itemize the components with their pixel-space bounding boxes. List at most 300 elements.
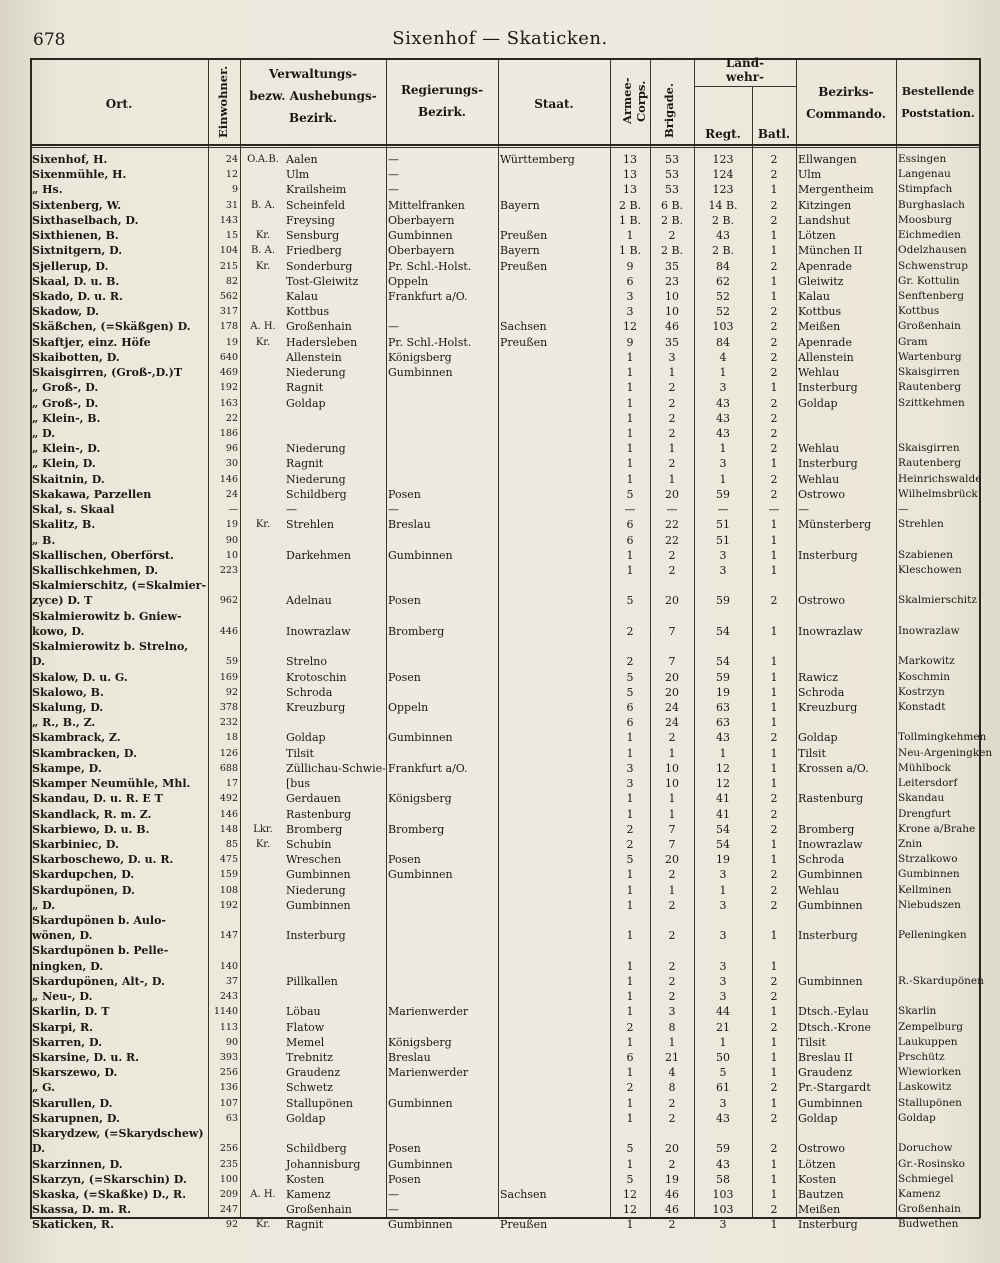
cell-post: Markowitz (898, 655, 955, 668)
cell-bez2: Kalau (286, 290, 318, 303)
cell-bez2: Niederung (286, 366, 346, 380)
cell-regt: 59 (716, 670, 730, 684)
cell-ort: Skarszewo, D. (32, 1066, 118, 1080)
cell-armee: 1 (626, 731, 634, 745)
cell-batl: 1 (770, 624, 778, 638)
table-row (30, 243, 980, 258)
cell-kdo: Wehlau (798, 366, 840, 380)
cell-kdo: Lötzen (798, 1157, 836, 1171)
cell-einw: 15 (225, 230, 238, 242)
cell-brig: 24 (665, 716, 679, 730)
cell-brig: 7 (668, 837, 676, 851)
cell-batl: 2 (770, 487, 778, 501)
cell-einw: 19 (225, 519, 238, 531)
cell-regt: 54 (716, 822, 730, 836)
cell-ort: Skampe, D. (32, 761, 102, 775)
cell-brig: 20 (665, 670, 679, 684)
cell-armee: 12 (623, 320, 637, 334)
cell-regt: 51 (716, 518, 730, 532)
cell-bez2: Darkehmen (286, 548, 351, 562)
cell-armee: 12 (623, 1188, 637, 1201)
table-row (30, 1080, 980, 1095)
cell-bez: Kr. (255, 336, 271, 348)
cell-bez2: Stallupönen (286, 1096, 353, 1110)
cell-bez: Lkr. (253, 823, 273, 835)
cell-armee: 6 (626, 274, 634, 288)
cell-ort: Skarpi, R. (32, 1020, 93, 1034)
cell-bez2: Kamenz (286, 1188, 331, 1201)
cell-armee: 2 (626, 655, 634, 669)
cell-reg: Breslau (388, 1051, 431, 1064)
cell-brig: 10 (665, 290, 679, 303)
cell-batl: 2 (770, 472, 778, 486)
cell-brig: 1 (668, 442, 676, 456)
cell-regt: 43 (716, 427, 730, 440)
cell-brig: 8 (668, 1081, 676, 1095)
cell-reg: Mittelfranken (388, 198, 465, 212)
cell-regt: 3 (719, 929, 727, 943)
cell-ort: Skarren, D. (32, 1035, 102, 1049)
table-row (30, 533, 980, 548)
cell-einw: 17 (225, 778, 238, 789)
cell-armee: 3 (626, 761, 634, 775)
cell-brig: 53 (665, 183, 679, 197)
cell-regt: 59 (716, 594, 730, 608)
cell-einw: 37 (225, 975, 238, 987)
cell-kdo: Goldap (798, 1111, 838, 1125)
cell-brig: 10 (665, 305, 679, 319)
cell-regt: 54 (716, 655, 730, 669)
cell-ort: D. (32, 655, 45, 669)
cell-post: Burghaslach (898, 198, 965, 211)
cell-einw: 163 (219, 397, 238, 409)
cell-staat: Sachsen (500, 1188, 547, 1201)
cell-reg: Gumbinnen (388, 731, 453, 745)
cell-kdo: Apenrade (798, 335, 852, 349)
cell-armee: 5 (626, 594, 634, 608)
cell-armee: 2 B. (618, 198, 642, 212)
cell-reg: Bromberg (388, 822, 445, 836)
cell-batl: 1 (770, 1188, 778, 1201)
cell-einw: 393 (219, 1052, 238, 1063)
cell-armee: 6 (626, 533, 634, 547)
table-row (30, 943, 980, 958)
table-row (30, 548, 980, 563)
cell-armee: 1 (626, 427, 634, 440)
cell-bez2: Wreschen (286, 853, 342, 867)
cell-einw: 159 (219, 869, 238, 881)
table-row (30, 1157, 980, 1172)
cell-brig: 21 (665, 1051, 679, 1064)
table-row (30, 730, 987, 745)
cell-kdo: Wehlau (798, 442, 840, 456)
cell-armee: 1 (626, 229, 634, 243)
cell-kdo: Inowrazlaw (798, 837, 863, 851)
cell-regt: 12 (716, 761, 730, 775)
cell-regt: 43 (716, 1111, 730, 1125)
cell-brig: 1 (668, 366, 676, 380)
cell-armee: 3 (626, 290, 634, 303)
table-row (30, 609, 980, 624)
cell-regt: 1 (719, 883, 727, 897)
cell-ort: wönen, D. (32, 929, 93, 943)
cell-ort: Skaitnin, D. (32, 472, 105, 486)
cell-einw: 92 (225, 1219, 238, 1231)
cell-einw: 469 (219, 367, 238, 379)
cell-batl: 1 (770, 548, 778, 562)
cell-kdo: Wehlau (798, 472, 840, 486)
cell-brig: 19 (665, 1172, 679, 1186)
cell-bez2: Kottbus (286, 305, 330, 319)
cell-batl: 1 (770, 1172, 778, 1186)
cell-post: Laskowitz (898, 1081, 952, 1094)
cell-ort: Skalmierowitz b. Strelno, (32, 640, 189, 653)
cell-armee: 1 (626, 1111, 634, 1125)
table-row (30, 198, 980, 213)
cell-kdo: Insterburg (798, 929, 858, 943)
cell-staat: Preußen (500, 229, 548, 243)
cell-post: Kleschowen (898, 563, 962, 576)
cell-regt: 52 (716, 305, 730, 319)
cell-armee: 1 (626, 1096, 634, 1110)
cell-regt: 3 (719, 1096, 727, 1110)
cell-kdo: Gleiwitz (798, 274, 844, 288)
cell-einw: 640 (219, 351, 238, 363)
cell-bez2: Niederung (286, 442, 346, 456)
cell-bez2: Ulm (286, 168, 310, 182)
cell-ort: zyce) D. T (32, 594, 93, 608)
table-row (30, 670, 980, 685)
header-landwehr: Land- wehr- (725, 56, 765, 84)
table-row (30, 274, 980, 289)
cell-post: Leitersdorf (898, 777, 958, 789)
cell-post: Szittkehmen (898, 396, 965, 409)
cell-armee: 6 (626, 700, 634, 714)
header-kommando: Bezirks- Commando. (806, 85, 886, 121)
cell-einw: 10 (225, 549, 238, 561)
cell-regt: 41 (716, 792, 730, 806)
table-row (30, 167, 980, 182)
cell-reg: — (388, 183, 399, 197)
cell-brig: 6 B. (660, 198, 684, 212)
cell-einw: 12 (225, 169, 238, 181)
cell-kdo: Bromberg (798, 822, 855, 836)
table-row (30, 1035, 980, 1050)
cell-armee: 1 (626, 1218, 634, 1232)
cell-regt: 19 (716, 853, 730, 867)
cell-brig: 2 (668, 427, 676, 440)
cell-regt: 84 (716, 335, 730, 349)
cell-batl: 1 (770, 244, 778, 258)
cell-reg: Posen (388, 1172, 421, 1186)
cell-armee: 1 (626, 366, 634, 380)
cell-bez2: Ragnit (286, 457, 324, 471)
cell-bez2: Löbau (286, 1005, 321, 1019)
cell-bez2: Schroda (286, 685, 333, 699)
header-regt: Regt. (705, 127, 741, 141)
cell-einw: 22 (225, 412, 238, 424)
cell-brig: 53 (665, 153, 679, 166)
cell-post: Goldap (898, 1111, 936, 1124)
cell-armee: 5 (626, 670, 634, 684)
table-row (30, 1202, 980, 1217)
cell-einw: 192 (219, 899, 238, 911)
cell-post: Wiewiorken (898, 1066, 962, 1079)
cell-batl: 1 (770, 777, 778, 790)
table-row (30, 807, 980, 822)
cell-batl: 1 (770, 700, 778, 714)
cell-ort: Sixtenberg, W. (32, 198, 122, 212)
cell-einw: 90 (225, 534, 238, 546)
cell-brig: 8 (668, 1020, 676, 1034)
cell-armee: — (624, 503, 636, 517)
cell-post: Skaisgirren (898, 366, 960, 379)
cell-regt: 43 (716, 229, 730, 243)
cell-regt: 43 (716, 1157, 730, 1171)
table-row (30, 472, 980, 487)
cell-einw: 147 (219, 930, 238, 942)
cell-kdo: Lötzen (798, 229, 836, 243)
cell-armee: 1 (626, 442, 634, 456)
cell-einw: 192 (219, 382, 238, 394)
cell-regt: 44 (716, 1005, 730, 1019)
cell-ort: Skallischen, Oberförst. (32, 548, 174, 562)
header-regierung: Regierungs- Bezirk. (400, 83, 484, 119)
cell-bez: B. A. (250, 245, 276, 257)
cell-armee: 5 (626, 1142, 634, 1156)
cell-brig: 1 (668, 472, 676, 486)
cell-bez: A. H. (250, 1189, 276, 1200)
cell-regt: 1 (719, 746, 727, 760)
cell-brig: 1 (668, 807, 676, 821)
cell-ort: „ Klein, D. (32, 457, 96, 471)
cell-batl: 2 (770, 366, 778, 380)
cell-einw: 31 (225, 199, 238, 211)
cell-bez2: Großenhain (286, 320, 352, 334)
table-row (30, 1020, 980, 1035)
table-row (30, 913, 980, 928)
table-row (30, 228, 980, 243)
cell-reg: Breslau (388, 518, 431, 532)
cell-batl: 2 (770, 792, 778, 806)
cell-armee: 5 (626, 487, 634, 501)
cell-bez: Kr. (255, 519, 271, 531)
cell-bez2: Aalen (286, 153, 318, 166)
cell-einw: 688 (219, 762, 238, 774)
cell-post: Wilhelmsbrück (898, 487, 978, 500)
table-row (30, 989, 980, 1004)
cell-ort: kowo, D. (32, 624, 85, 638)
cell-kdo: Insterburg (798, 381, 858, 395)
cell-batl: 1 (770, 229, 778, 243)
cell-kdo: Insterburg (798, 457, 858, 471)
cell-kdo: Goldap (798, 396, 838, 410)
cell-reg: Posen (388, 487, 421, 501)
table-row (30, 624, 980, 639)
cell-reg: Oberbayern (388, 244, 455, 258)
cell-post: Schwenstrup (898, 259, 968, 272)
cell-batl: 1 (770, 929, 778, 943)
cell-brig: 1 (668, 1035, 676, 1049)
cell-post: Doruchow (898, 1142, 953, 1155)
cell-ort: Skarullen, D. (32, 1096, 113, 1110)
cell-kdo: Kottbus (798, 305, 842, 319)
cell-regt: 3 (719, 990, 727, 1004)
cell-bez2: Niederung (286, 472, 346, 486)
cell-einw: 209 (219, 1189, 238, 1200)
table-row (30, 883, 980, 898)
cell-ort: Skado, D. u. R. (32, 290, 123, 303)
cell-ort: Sixenmühle, H. (32, 168, 127, 182)
cell-batl: 1 (770, 290, 778, 303)
cell-bez2: Goldap (286, 731, 326, 745)
table-row (30, 1111, 980, 1126)
cell-batl: 1 (770, 670, 778, 684)
cell-ort: ningken, D. (32, 959, 104, 973)
cell-brig: 10 (665, 777, 679, 790)
cell-post: Skarlin (898, 1005, 937, 1018)
cell-ort: Skaska, (=Skaßke) D., R. (32, 1188, 187, 1201)
cell-ort: Skakawa, Parzellen (32, 487, 152, 501)
cell-armee: 1 (626, 457, 634, 471)
cell-kdo: Breslau II (798, 1051, 853, 1064)
cell-einw: 243 (219, 991, 238, 1003)
cell-armee: 1 B. (618, 213, 642, 227)
cell-kdo: München II (798, 244, 863, 258)
cell-bez: Kr. (255, 230, 271, 242)
cell-post: Essingen (898, 153, 947, 165)
cell-regt: 63 (716, 716, 730, 730)
cell-batl: 1 (770, 533, 778, 547)
cell-regt: 3 (719, 457, 727, 471)
cell-ort: Skalmierowitz b. Gniew- (32, 609, 182, 623)
cell-brig: 2 (668, 868, 676, 882)
cell-armee: 3 (626, 777, 634, 790)
cell-kdo: Dtsch.-Krone (798, 1020, 872, 1034)
cell-bez2: Schwetz (286, 1081, 333, 1095)
cell-ort: Skarsine, D. u. R. (32, 1051, 139, 1064)
cell-armee: 1 (626, 472, 634, 486)
cell-einw: 492 (219, 793, 238, 805)
cell-brig: 2 (668, 563, 676, 577)
cell-ort: „ G. (32, 1081, 55, 1095)
cell-post: R.-Skardupönen (898, 974, 984, 987)
cell-einw: 962 (219, 595, 238, 607)
cell-armee: 6 (626, 518, 634, 532)
cell-post: Odelzhausen (898, 244, 967, 257)
cell-kdo: Gumbinnen (798, 868, 863, 882)
table-row (30, 822, 980, 837)
cell-bez2: Insterburg (286, 929, 346, 943)
header-staat: Staat. (534, 97, 574, 111)
cell-brig: 2 (668, 548, 676, 562)
header-ort: Ort. (105, 97, 133, 111)
cell-batl: 1 (770, 1035, 778, 1049)
cell-ort: Skardupönen, D. (32, 883, 135, 897)
cell-bez2: Tilsit (286, 746, 314, 760)
cell-batl: — (768, 503, 780, 517)
cell-armee: 1 (626, 411, 634, 425)
cell-kdo: Rawicz (798, 670, 838, 684)
cell-reg: Königsberg (388, 1035, 452, 1049)
cell-batl: 2 (770, 396, 778, 410)
cell-bez2: Schildberg (286, 1142, 347, 1156)
cell-batl: 1 (770, 1066, 778, 1080)
cell-brig: 53 (665, 168, 679, 182)
cell-bez2: Memel (286, 1035, 325, 1049)
cell-armee: 5 (626, 685, 634, 699)
cell-kdo: Wehlau (798, 883, 840, 897)
cell-kdo: Allenstein (798, 350, 854, 364)
cell-regt: 51 (716, 533, 730, 547)
cell-bez2: Kosten (286, 1172, 325, 1186)
cell-einw: 136 (219, 1082, 238, 1094)
cell-reg: — (388, 153, 399, 166)
cell-bez: B. A. (250, 199, 276, 211)
cell-einw: 178 (219, 321, 238, 333)
cell-ort: Skandlack, R. m. Z. (32, 807, 152, 821)
cell-brig: 2 (668, 396, 676, 410)
cell-batl: 2 (770, 898, 778, 912)
cell-ort: Skalmierschitz, (=Skalmier- (32, 579, 207, 593)
cell-einw: 317 (219, 306, 238, 318)
cell-staat: Preußen (500, 335, 548, 349)
header-armee-corps: Armee-Corps. (620, 77, 648, 125)
cell-regt: 1 (719, 366, 727, 380)
header-brigade: Brigade. (662, 82, 676, 138)
cell-brig: 7 (668, 822, 676, 836)
cell-bez2: [bus (286, 777, 311, 790)
cell-brig: 20 (665, 487, 679, 501)
cell-armee: 1 (626, 974, 634, 988)
cell-brig: 24 (665, 700, 679, 714)
cell-ort: Sjellerup, D. (32, 259, 109, 273)
cell-einw: 256 (219, 1067, 238, 1079)
table-row (30, 1141, 980, 1156)
cell-brig: 2 (668, 1218, 676, 1232)
cell-kdo: Ostrowo (798, 594, 846, 608)
cell-kdo: Insterburg (798, 1218, 858, 1232)
cell-batl: 2 (770, 153, 778, 166)
cell-ort: „ R., B., Z. (32, 716, 96, 730)
cell-regt: 3 (719, 898, 727, 912)
cell-kdo: Gumbinnen (798, 974, 863, 988)
table-row (30, 441, 980, 456)
cell-post: Szabienen (898, 548, 954, 561)
gazetteer-table (30, 56, 993, 1232)
cell-ort: Sixenhof, H. (32, 153, 108, 166)
cell-armee: 9 (626, 335, 634, 349)
cell-post: Tollmingkehmen (898, 731, 987, 744)
cell-armee: 1 (626, 350, 634, 364)
cell-armee: 1 (626, 792, 634, 806)
cell-armee: 13 (623, 153, 637, 166)
cell-regt: 3 (719, 1218, 727, 1232)
cell-einw: 92 (225, 686, 238, 698)
cell-armee: 1 (626, 563, 634, 577)
table-row (30, 1004, 980, 1019)
cell-ort: Sixthienen, B. (32, 229, 119, 243)
cell-brig: 2 (668, 381, 676, 395)
cell-post: Kottbus (898, 305, 940, 318)
cell-bez2: Adelnau (286, 594, 332, 608)
cell-post: — (898, 503, 909, 516)
cell-batl: 2 (770, 1111, 778, 1125)
cell-post: Senftenberg (898, 290, 964, 302)
cell-regt: 103 (712, 1203, 734, 1217)
cell-bez2: Sensburg (286, 229, 340, 243)
cell-batl: 2 (770, 974, 778, 988)
